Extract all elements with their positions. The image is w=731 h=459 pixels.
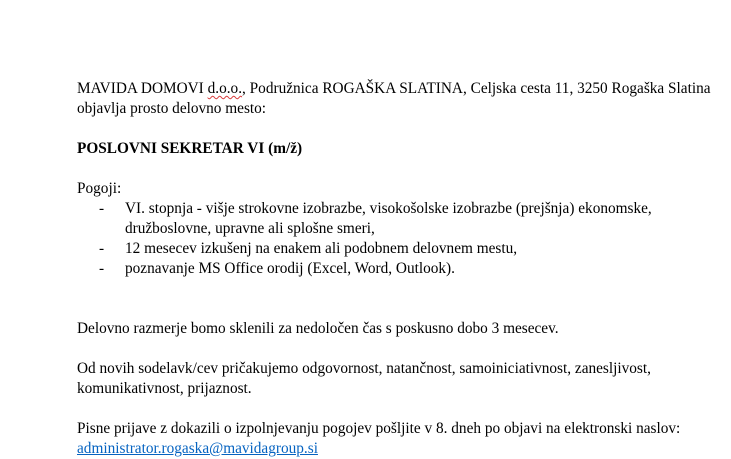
employment-paragraph: Delovno razmerje bomo sklenili za nedoločen čas s poskusno dobo 3 mesecev. — [77, 320, 559, 337]
email-link[interactable]: administrator.rogaska@mavidagroup.si — [77, 440, 318, 457]
list-item — [77, 239, 717, 259]
list-item — [77, 199, 717, 239]
condition-text: VI. stopnja - višje strokovne izobrazbe, visokošolske izobrazbe (prejšnja) ekonomske, družboslovne, upravne ali splošne smeri, — [125, 200, 652, 237]
conditions-label: Pogoji: — [77, 180, 122, 197]
application-paragraph — [77, 419, 717, 459]
conditions-list — [77, 199, 717, 279]
list-bullet: - — [99, 240, 105, 257]
intro-rest: , Podružnica ROGAŠKA SLATINA, Celjska cesta 11, 3250 Rogaška Slatina objavlja prosto delovno mesto: — [77, 80, 711, 117]
list-item — [77, 259, 717, 279]
spacer — [77, 279, 717, 319]
expectations-paragraph: Od novih sodelavk/cev pričakujemo odgovornost, natančnost, samoiniciativnost, zanesljivost, komunikativnost, prijaznost. — [77, 360, 651, 397]
document-body — [77, 79, 717, 459]
position-title: POSLOVNI SEKRETAR VI (m/ž) — [77, 140, 303, 157]
application-text: Pisne prijave z dokazili o izpolnjevanju pogojev pošljite v 8. dneh po objavi na elektronski naslov: — [77, 420, 681, 437]
list-bullet: - — [99, 200, 105, 217]
legal-form: d.o.o. — [207, 80, 243, 97]
condition-text: 12 mesecev izkušenj na enakem ali podobnem delovnem mestu, — [125, 240, 518, 257]
intro-paragraph — [77, 79, 717, 119]
company-name: MAVIDA DOMOVI — [77, 80, 204, 97]
list-bullet: - — [99, 260, 105, 277]
condition-text: poznavanje MS Office orodij (Excel, Word, Outlook). — [125, 260, 455, 277]
